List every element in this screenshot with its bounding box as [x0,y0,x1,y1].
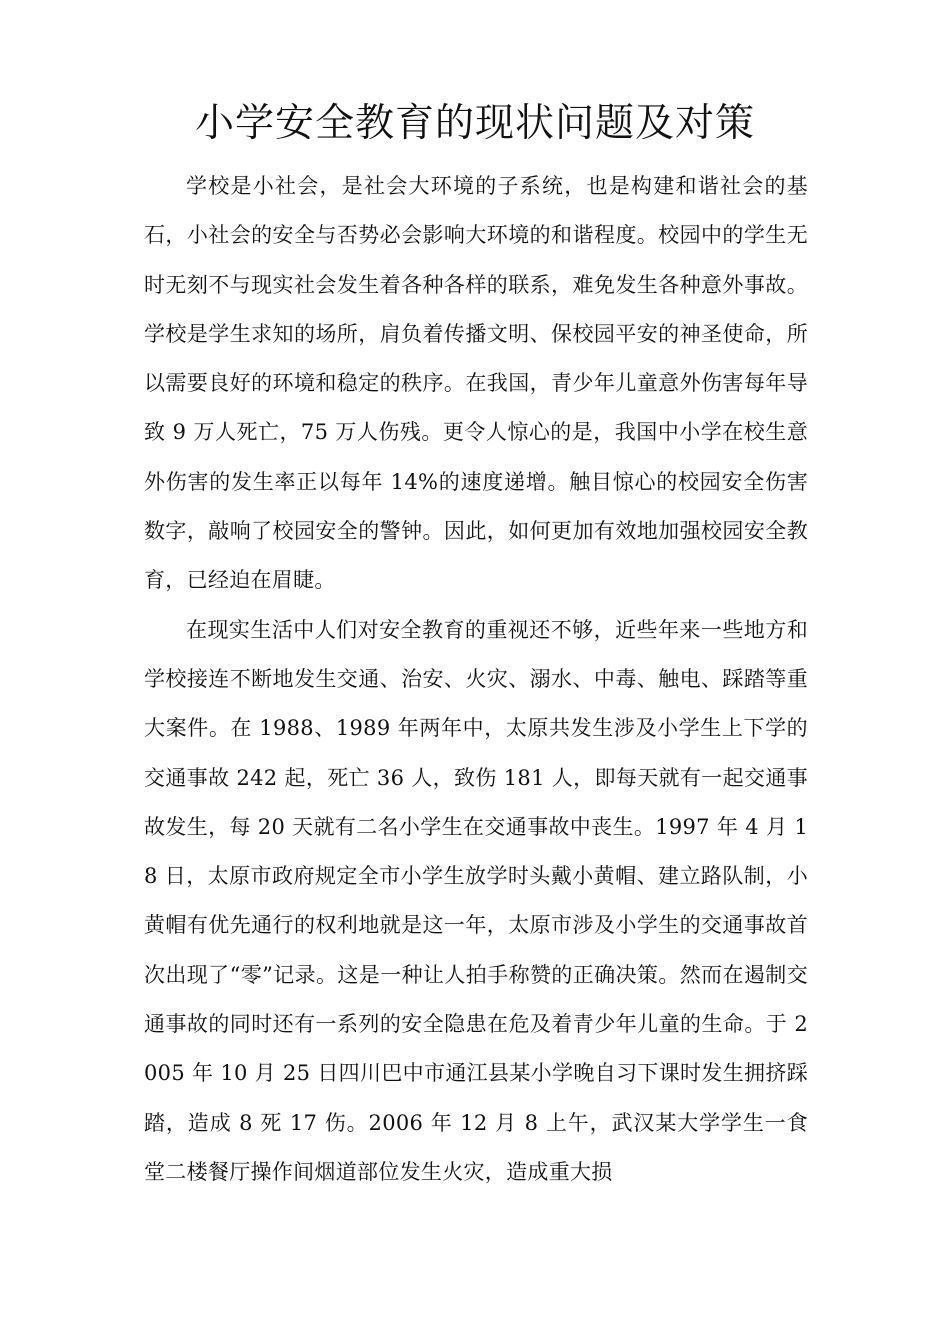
document-body [144,162,808,1197]
document-title: 小学安全教育的现状问题及对策 [194,101,755,146]
paragraph-2: 在现实生活中人们对安全教育的重视还不够，近些年来一些地方和学校接连不断地发生交通、治安、火灾、溺水、中毒、触电、踩踏等重大案件。在 1988、1989 年两年中，太原共发生涉及小学生上下学的交通事故 242 起，死亡 36 人，致伤 181 人，即每天就有一起交通事故发生，每 20 天就有二名小学生在交通事故中丧生。1997 年 4 月 18 日，太原市政府规定全市小学生放学时头戴小黄帽、建立路队制，小黄帽有优先通行的权利地就是这一年，太原市涉及小学生的交通事故首次出现了“零”记录。这是一种让人拍手称赞的正确决策。然而在遏制交通事故的同时还有一系列的安全隐患在危及着青少年儿童的生命。于 2005 年 10 月 25 日四川巴中市通江县某小学晚自习下课时发生拥挤踩踏，造成 8 死 17 伤。2006 年 12 月 8 上午，武汉某大学学生一食堂二楼餐厅操作间烟道部位发生火灾，造成重大损 [144,617,808,1184]
paragraph-1: 学校是小社会，是社会大环境的子系统，也是构建和谐社会的基石，小社会的安全与否势必会影响大环境的和谐程度。校园中的学生无时无刻不与现实社会发生着各种各样的联系，难免发生各种意外事故。学校是学生求知的场所，肩负着传播文明、保校园平安的神圣使命，所以需要良好的环境和稳定的秩序。在我国，青少年儿童意外伤害每年导致 9 万人死亡，75 万人伤残。更令人惊心的是，我国中小学在校生意外伤害的发生率正以每年 14%的速度递增。触目惊心的校园安全伤害数字，敲响了校园安全的警钟。因此，如何更加有效地加强校园安全教育，已经迫在眉睫。 [144,174,808,593]
